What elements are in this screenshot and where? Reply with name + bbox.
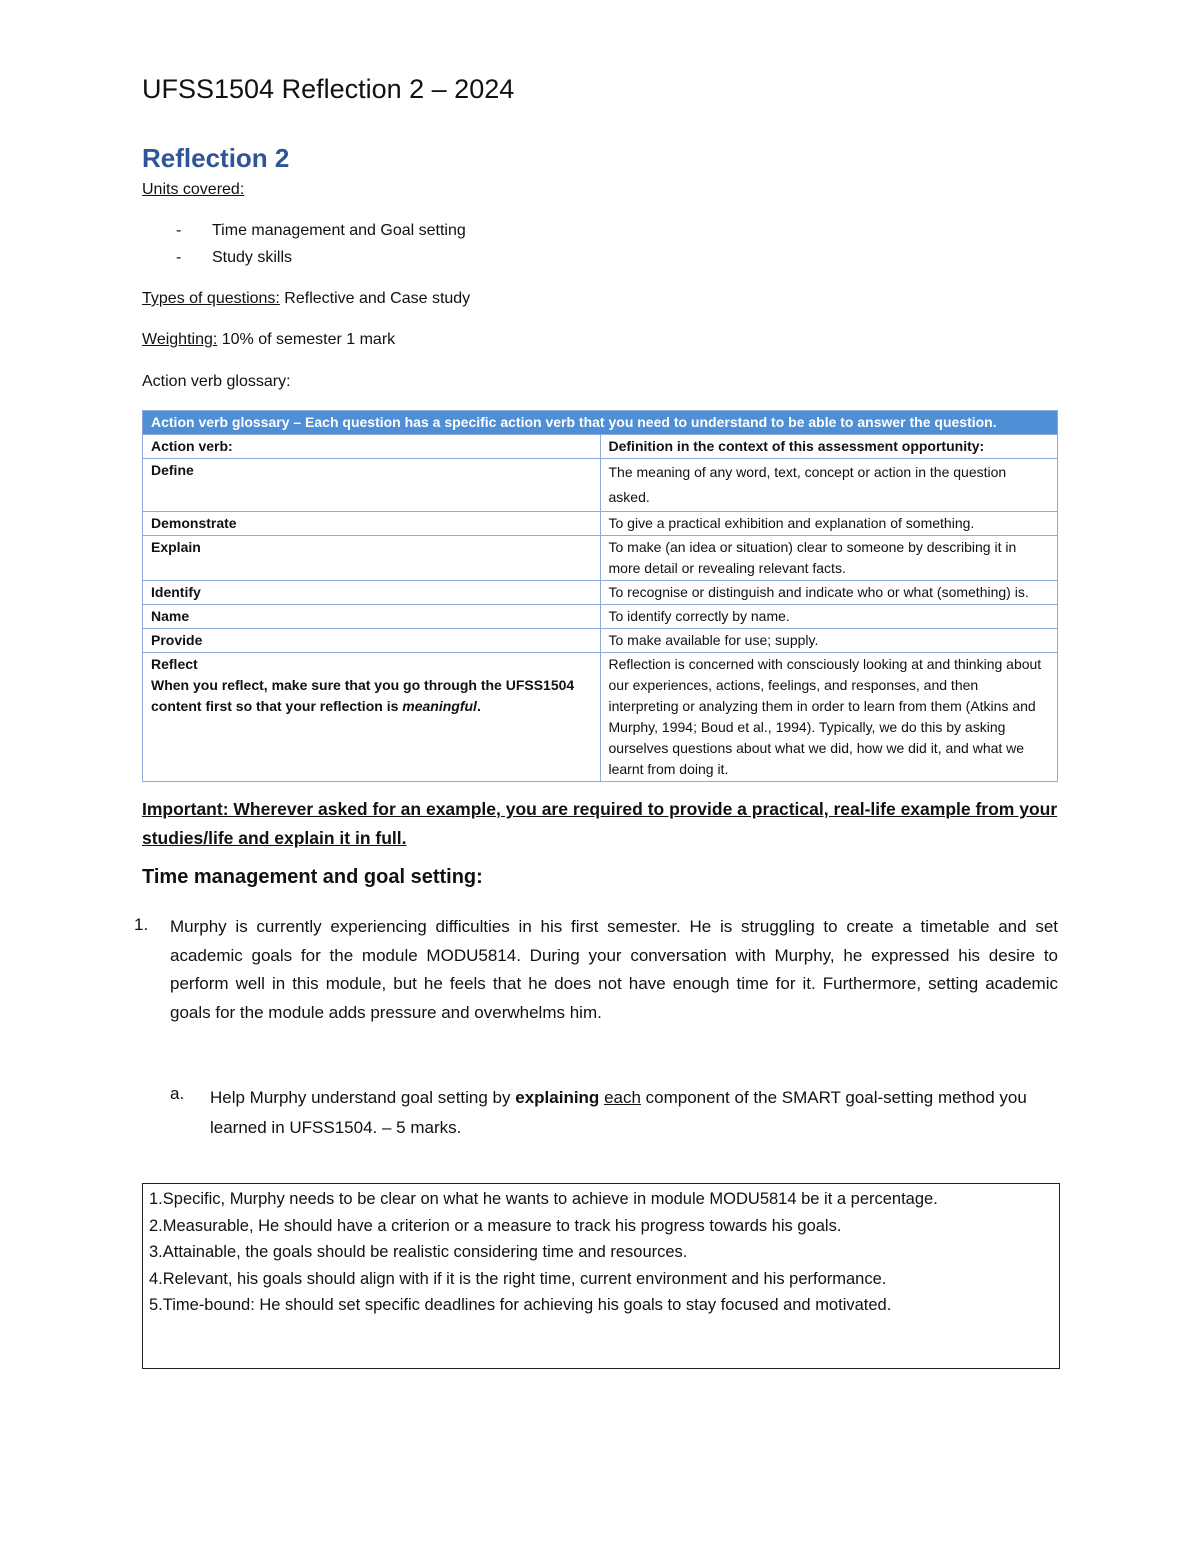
weighting-value: 10% of semester 1 mark — [217, 331, 396, 348]
weighting — [142, 331, 395, 349]
important-note: Important: Wherever asked for an example, you are required to provide a practical, real-life example from your studies/life and explain it in full. — [142, 799, 1058, 848]
verb-cell: Provide — [143, 629, 601, 653]
units-label: Units covered: — [142, 181, 245, 198]
column-header-verb: Action verb: — [143, 435, 601, 459]
answer-box[interactable] — [142, 1183, 1060, 1369]
verb-cell: Name — [143, 605, 601, 629]
subquestion-action-verb: explaining — [515, 1088, 600, 1107]
document-title: UFSS1504 Reflection 2 – 2024 — [142, 74, 515, 104]
types-label: Types of questions: — [142, 290, 280, 307]
reflect-note-text: When you reflect, make sure that you go through the UFSS1504 content first so that your reflection is — [151, 677, 575, 714]
subquestion-post: component of the SMART goal-setting method you learned in UFSS1504. – 5 marks. — [210, 1088, 1027, 1137]
table-row — [143, 653, 1058, 782]
glossary-column-headers — [143, 435, 1058, 459]
types-value: Reflective and Case study — [279, 290, 471, 307]
bullet-dash: - — [176, 249, 182, 266]
types-of-questions — [142, 290, 470, 308]
reflect-note-end: . — [476, 698, 481, 714]
verb-cell: Demonstrate — [143, 512, 601, 536]
verb-cell-reflect — [143, 653, 601, 782]
unit-item-label: Study skills — [212, 249, 293, 266]
column-header-definition: Definition in the context of this assessment opportunity: — [600, 435, 1058, 459]
definition-cell: To give a practical exhibition and explanation of something. — [600, 512, 1058, 536]
definition-cell: Reflection is concerned with consciously looking at and thinking about our experiences, actions, feelings, and responses, and then interpreting or analyzing them in order to learn from them (Atkins and Murphy, 1994; Boud et al., 1994). Typically, we do this by asking ourselves questions about what we did, how we did it, and what we learnt from doing it. — [600, 653, 1058, 782]
table-row — [143, 581, 1058, 605]
action-verb-glossary-table — [142, 410, 1058, 782]
answer-line: 3.Attainable, the goals should be realistic considering time and resources. — [149, 1243, 688, 1261]
glossary-header: Action verb glossary – Each question has a specific action verb that you need to understand to be able to answer the question. — [143, 411, 1058, 435]
reflect-note-emphasis: meaningful — [402, 698, 477, 714]
subquestion-text — [210, 1083, 1070, 1143]
question-number: 1. — [134, 915, 149, 934]
subquestion-letter: a. — [170, 1084, 185, 1103]
reflect-note — [151, 675, 592, 717]
glossary-intro: Action verb glossary: — [142, 373, 291, 390]
bullet-dash: - — [176, 222, 182, 239]
verb-cell: Identify — [143, 581, 601, 605]
answer-line: 2.Measurable, He should have a criterion or a measure to track his progress towards his goals. — [149, 1216, 842, 1235]
verb-cell: Define — [143, 459, 601, 512]
glossary-header-row — [143, 411, 1058, 435]
reflect-verb: Reflect — [151, 656, 198, 672]
definition-cell: To identify correctly by name. — [600, 605, 1058, 629]
table-row — [143, 459, 1058, 512]
section-heading: Reflection 2 — [142, 143, 290, 173]
table-row — [143, 605, 1058, 629]
question-text: Murphy is currently experiencing difficulties in his first semester. He is struggling to create a timetable and set academic goals for the module MODU5814. During your conversation with Murphy, he expressed his desire to perform well in this module, but he feels that he does not have enough time for it. Furthermore, setting academic goals for the module adds pressure and overwhelms him. — [170, 917, 1058, 1022]
sub-heading: Time management and goal setting: — [142, 866, 483, 888]
definition-cell: To make available for use; supply. — [600, 629, 1058, 653]
table-row — [143, 629, 1058, 653]
verb-cell: Explain — [143, 536, 601, 581]
definition-cell: To make (an idea or situation) clear to someone by describing it in more detail or revealing relevant facts. — [600, 536, 1058, 581]
answer-line: 1.Specific, Murphy needs to be clear on what he wants to achieve in module MODU5814 be it a percentage. — [149, 1190, 938, 1208]
definition-cell: The meaning of any word, text, concept or action in the question asked. — [600, 459, 1058, 512]
weighting-label: Weighting: — [142, 331, 218, 348]
table-row — [143, 512, 1058, 536]
answer-line: 4.Relevant, his goals should align with if it is the right time, current environment and his performance. — [149, 1269, 887, 1288]
unit-item-1 — [176, 222, 466, 240]
subquestion-underlined: each — [604, 1088, 641, 1107]
unit-item-label: Time management and Goal setting — [212, 222, 466, 239]
unit-item-2 — [176, 249, 292, 267]
table-row — [143, 536, 1058, 581]
subquestion-pre: Help Murphy understand goal setting by — [210, 1088, 516, 1107]
definition-cell: To recognise or distinguish and indicate who or what (something) is. — [600, 581, 1058, 605]
answer-line: 5.Time-bound: He should set specific deadlines for achieving his goals to stay focused and motivated. — [149, 1296, 892, 1314]
